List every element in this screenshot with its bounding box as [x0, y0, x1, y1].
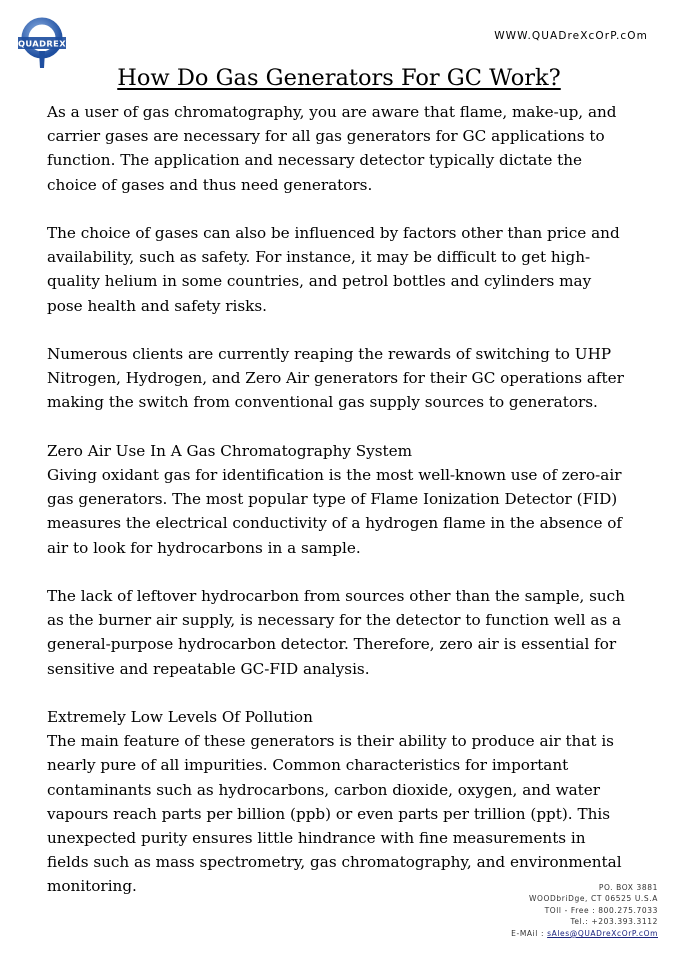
document-body [47, 100, 627, 899]
contact-footer [511, 882, 658, 939]
zero-air-paragraph-1: Giving oxidant gas for identification is the most well-known use of zero-air gas generators. The most popular type of Flame Ionization Detector (FID) measures the electrical conductivity of a hydrogen flame in the absence of air to look for hydrocarbons in a sample. [47, 466, 623, 557]
paragraph-spacer [47, 681, 627, 705]
paragraph-spacer [47, 415, 627, 439]
footer-email-link[interactable]: sAles@QUADreXcOrP.cOm [547, 928, 658, 938]
footer-city: WOODbriDge, CT 06525 U.S.A [528, 894, 658, 904]
website-url[interactable]: WWW.QUADreXcOrP.cOm [494, 30, 648, 42]
footer-email-line [511, 928, 658, 939]
quadrex-logo[interactable] [18, 16, 66, 70]
logo-text: QUADREX [18, 38, 66, 49]
footer-email-label: E-MAil : [511, 928, 548, 938]
intro-paragraph-2: The choice of gases can also be influenced by factors other than price and availability, such as safety. For instance, it may be difficult to get high-quality helium in some countries, and petrol bottles and cylinders may pose health and safety risks. [47, 224, 620, 315]
quadrex-logo-graphic [18, 16, 66, 70]
section-heading-zero-air: Zero Air Use In A Gas Chromatography System [47, 441, 413, 460]
section-heading-pollution: Extremely Low Levels Of Pollution [47, 708, 313, 726]
paragraph-spacer [47, 560, 627, 584]
pollution-paragraph-1: The main feature of these generators is their ability to produce air that is nearly pure of all impurities. Common characteristics for important contaminants such as hydrocarbons, carbon dioxide, oxygen, and water vapours reach parts per billion (ppb) or even parts per trillion (ppt). This unexpected purity ensures little hindrance with fine measurements in fields such as mass spectrometry, gas chromatography, and environmental monitoring. [47, 732, 622, 896]
zero-air-paragraph-2: The lack of leftover hydrocarbon from sources other than the sample, such as the burner air supply, is necessary for the detector to function well as a general-purpose hydrocarbon detector. Therefore, zero air is essential for sensitive and repeatable GC-FID analysis. [47, 587, 625, 678]
footer-tel: Tel.: +203.393.3112 [570, 917, 658, 927]
footer-toll-free: TOll - Free : 800.275.7033 [544, 905, 658, 915]
paragraph-spacer [47, 318, 627, 342]
page-title: How Do Gas Generators For GC Work? [117, 65, 561, 91]
intro-paragraph-3: Numerous clients are currently reaping the rewards of switching to UHP Nitrogen, Hydrogen, and Zero Air generators for their GC operations after making the switch from conventional gas supply sources to generators. [47, 345, 624, 412]
paragraph-spacer [47, 197, 627, 221]
intro-paragraph-1: As a user of gas chromatography, you are aware that flame, make-up, and carrier gases are necessary for all gas generators for GC applications to function. The application and necessary detector typically dictate the choice of gases and thus need generators. [47, 103, 617, 194]
footer-po-box: PO. BOX 3881 [598, 883, 658, 892]
